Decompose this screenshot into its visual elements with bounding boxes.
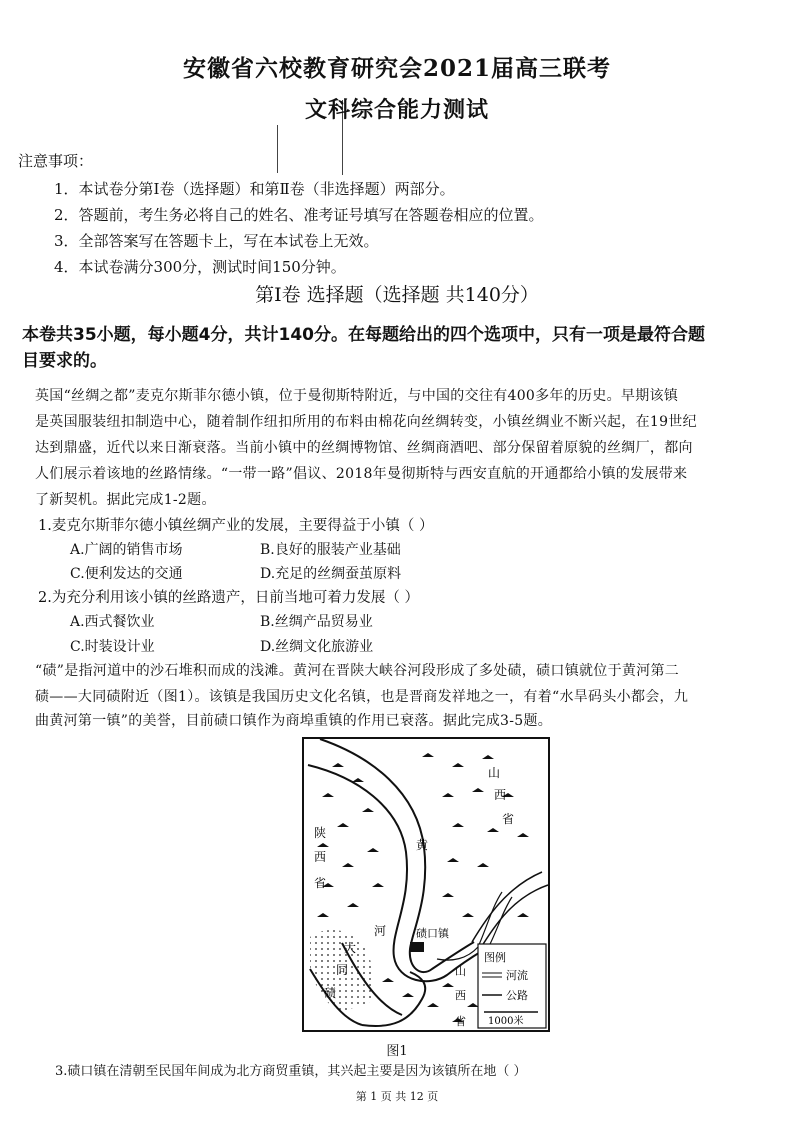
passage1-line: 英国“丝绸之都”麦克尔斯菲尔德小镇，位于曼彻斯特附近，与中国的交往有400多年的历史。早期该镇 <box>35 388 679 404</box>
legend-road: 公路 <box>506 989 528 1002</box>
label-datong-1: 大 <box>344 941 357 955</box>
question1-stem: 1.麦克尔斯菲尔德小镇丝绸产业的发展，主要得益于小镇（ ） <box>38 518 434 534</box>
label-shanxi-top-1: 山 <box>488 766 501 780</box>
notice-item: 2．答题前，考生务必将自己的姓名、准考证号填写在答题卷相应的位置。 <box>54 206 544 224</box>
passage2-line: 曲黄河第一镇”的美誉，目前碛口镇作为商埠重镇的作用已衰落。据此完成3-5题。 <box>35 713 553 729</box>
question3-stem: 3.碛口镇在清朝至民国年间成为北方商贸重镇，其兴起主要是因为该镇所在地（ ） <box>55 1064 527 1079</box>
label-town: 碛口镇 <box>416 927 449 940</box>
notice-heading: 注意事项： <box>18 152 94 170</box>
page-footer: 第 1 页 共 12 页 <box>355 1090 439 1103</box>
question2-option-d[interactable]: D.丝绸文化旅游业 <box>260 639 374 655</box>
instructions-line: 本卷共35小题，每小题4分，共计140分。在每题给出的四个选项中，只有一项是最符合题 <box>22 325 705 345</box>
label-he: 河 <box>374 924 387 938</box>
passage2-line: “碛”是指河道中的沙石堆积而成的浅滩。黄河在晋陕大峡谷河段形成了多处碛，碛口镇就位于黄河第二 <box>35 663 680 679</box>
question2-option-c[interactable]: C.时装设计业 <box>70 639 155 655</box>
question2-option-a[interactable]: A.西式餐饮业 <box>70 614 155 630</box>
legend-title: 图例 <box>484 951 506 964</box>
notice-item: 4．本试卷满分300分，测试时间150分钟。 <box>54 258 346 276</box>
section-title: 第Ⅰ卷 选择题（选择题 共140分） <box>255 284 539 306</box>
legend-river: 河流 <box>506 969 528 982</box>
passage1-line: 达到鼎盛，近代以来日渐衰落。当前小镇中的丝绸博物馆、丝绸商酒吧、部分保留着原貌的丝绸厂，都向 <box>35 440 693 456</box>
notice-item: 1．本试卷分第Ⅰ卷（选择题）和第Ⅱ卷（非选择题）两部分。 <box>54 180 455 198</box>
question2-option-b[interactable]: B.丝绸产品贸易业 <box>260 614 373 630</box>
instructions-line: 目要求的。 <box>22 351 107 371</box>
exam-title: 安徽省六校教育研究会2021届高三联考 <box>182 55 611 82</box>
question1-option-c[interactable]: C.便利发达的交通 <box>70 566 183 582</box>
label-huang: 黄 <box>416 838 429 852</box>
label-datong-2: 同 <box>336 963 349 977</box>
passage1-line: 是英国服装纽扣制造中心，随着制作纽扣所用的布料由棉花向丝绸转变，小镇丝绸业不断兴起，在19世纪 <box>35 414 697 430</box>
label-datong-3: 碛 <box>324 986 337 1000</box>
label-shaanxi-2: 西 <box>314 850 327 864</box>
passage1-line: 了新契机。据此完成1-2题。 <box>35 492 216 508</box>
passage1-line: 人们展示着该地的丝路情缘。“一带一路”倡议、2018年曼彻斯特与西安直航的开通都给小镇的发展带来 <box>35 466 688 482</box>
town-symbol <box>410 942 424 952</box>
legend-scale: 1000米 <box>488 1016 524 1027</box>
label-shaanxi-3: 省 <box>314 876 327 890</box>
label-shanxi-bottom-2: 西 <box>455 989 466 1002</box>
question2-stem: 2.为充分利用该小镇的丝路遗产，日前当地可着力发展（ ） <box>38 590 419 606</box>
label-shanxi-bottom-1: 山 <box>455 965 466 978</box>
question1-option-a[interactable]: A.广阔的销售市场 <box>70 542 183 558</box>
figure1-map <box>302 737 550 1032</box>
label-shanxi-top-2: 西 <box>494 788 507 802</box>
label-shanxi-bottom-3: 省 <box>455 1015 466 1028</box>
label-shaanxi-1: 陕 <box>314 826 327 840</box>
figure-caption: 图1 <box>386 1044 408 1059</box>
passage2-line: 碛——大同碛附近（图1）。该镇是我国历史文化名镇，也是晋商发祥地之一，有着“水旱码头小都会，九 <box>35 689 689 705</box>
notice-item: 3．全部答案写在答题卡上，写在本试卷上无效。 <box>54 232 379 250</box>
question1-option-b[interactable]: B.良好的服装产业基础 <box>260 542 401 558</box>
scan-line-left <box>277 125 278 173</box>
exam-subtitle: 文科综合能力测试 <box>304 97 489 123</box>
label-shanxi-top-3: 省 <box>502 812 515 826</box>
question1-option-d[interactable]: D.充足的丝绸蚕茧原料 <box>260 566 402 582</box>
